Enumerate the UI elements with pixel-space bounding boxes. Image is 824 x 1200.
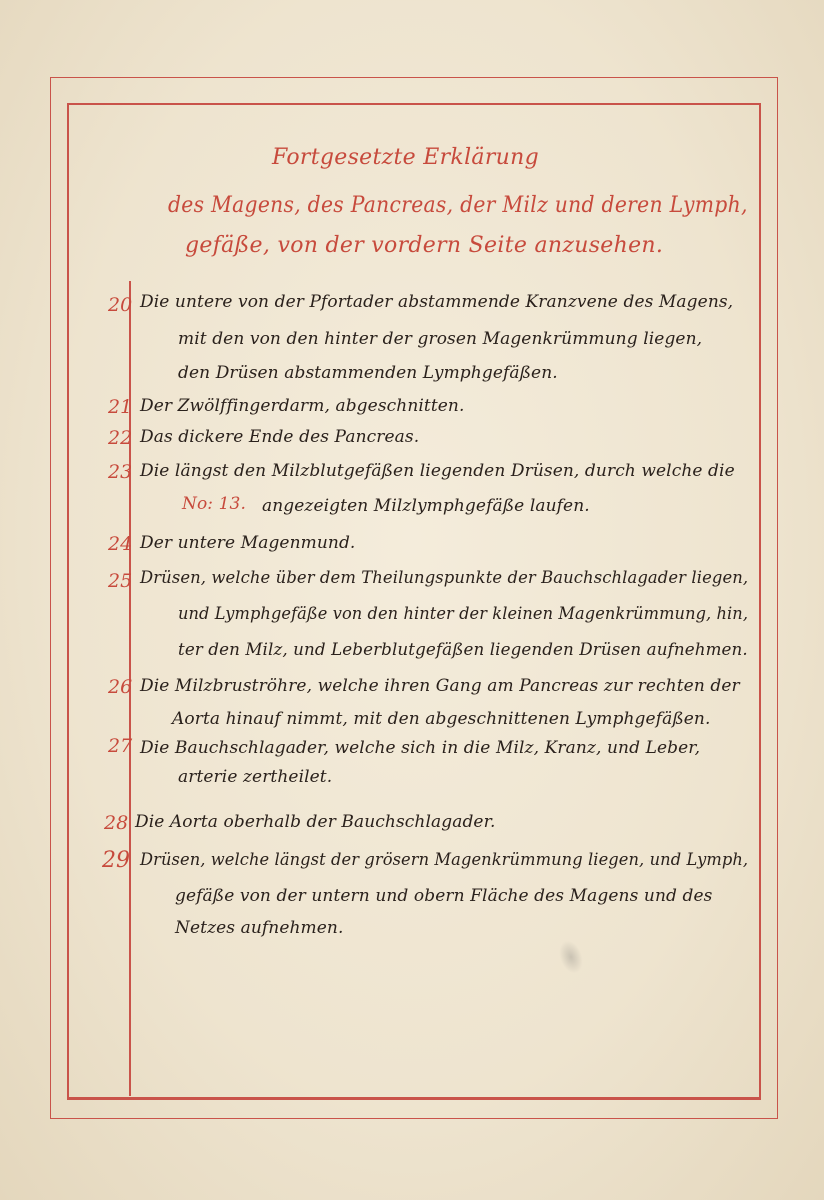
entry-number: 29	[102, 848, 130, 873]
entry-number: 27	[108, 735, 133, 757]
entry-text: Die untere von der Pfortader abstammende Kranzvene des Magens,	[140, 292, 734, 312]
title-line-2: des Magens, des Pancreas, der Milz und deren Lymph,	[168, 193, 748, 218]
entry-text: Der Zwölffingerdarm, abgeschnitten.	[140, 396, 465, 416]
entry-text: Aorta hinauf nimmt, mit den abgeschnittenen Lymphgefäßen.	[172, 709, 711, 729]
entry-text: mit den von den hinter der grosen Magenkrümmung liegen,	[178, 329, 703, 349]
title-line-3: gefäße, von der vordern Seite anzusehen.	[185, 233, 664, 258]
entry-text: Drüsen, welche über dem Theilungspunkte der Bauchschlagader liegen,	[140, 568, 749, 588]
entry-number: 26	[108, 676, 133, 698]
entry-number: 23	[108, 461, 133, 483]
entry-text: angezeigten Milzlymphgefäße laufen.	[262, 496, 590, 516]
entry-text: Netzes aufnehmen.	[175, 918, 344, 938]
entry-text: Die Milzbruströhre, welche ihren Gang am Pancreas zur rechten der	[140, 676, 740, 696]
entry-text: den Drüsen abstammenden Lymphgefäßen.	[178, 363, 558, 383]
entry-number: 21	[108, 396, 133, 418]
entry-text: gefäße von der untern und obern Fläche des Magens und des	[175, 886, 713, 906]
entry-text: Das dickere Ende des Pancreas.	[140, 427, 420, 447]
entry-number: 25	[108, 570, 133, 592]
entry-text: Drüsen, welche längst der grösern Magenkrümmung liegen, und Lymph,	[140, 850, 749, 870]
entry-text: und Lymphgefäße von den hinter der kleinen Magenkrümmung, hin,	[178, 604, 749, 624]
entry-text: Die Bauchschlagader, welche sich in die Milz, Kranz, und Leber,	[140, 738, 701, 758]
entry-number: 24	[108, 533, 133, 555]
entry-text: Der untere Magenmund.	[140, 533, 356, 553]
entry-text: arterie zertheilet.	[178, 767, 333, 787]
cross-reference: No: 13.	[182, 494, 246, 514]
entry-text: ter den Milz, und Leberblutgefäßen liegenden Drüsen aufnehmen.	[178, 640, 748, 660]
entry-number: 22	[108, 427, 133, 449]
title-line-1: Fortgesetzte Erklärung	[272, 145, 539, 170]
entry-number: 20	[108, 294, 133, 316]
entry-number: 28	[104, 812, 129, 834]
entry-text: Die längst den Milzblutgefäßen liegenden Drüsen, durch welche die	[140, 461, 735, 481]
entry-text: Die Aorta oberhalb der Bauchschlagader.	[135, 812, 496, 832]
